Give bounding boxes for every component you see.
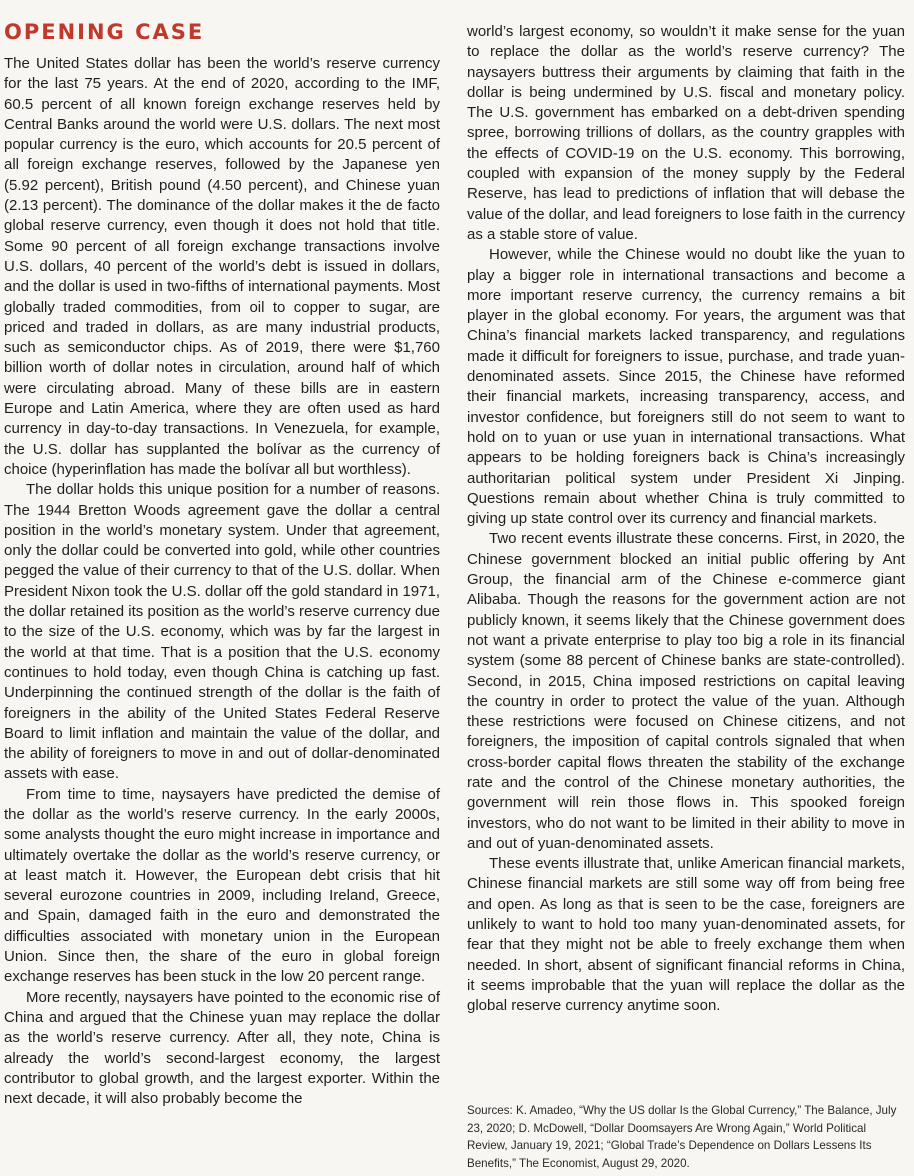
paragraph: These events illustrate that, unlike American financial markets, Chinese financial markets are still some way off from being free and open. As long as that is seen to be the case, foreigners are unlikely to want to hold too many yuan-denominated assets, for fear that they might not be able to freely exchange them when needed. In short, absent of significant financial reforms in China, it seems improbable that the yuan will replace the dollar as the global reserve currency anytime soon. bbox=[467, 855, 905, 1015]
sources-note: Sources: K. Amadeo, “Why the US dollar Is the Global Currency,” The Balance, July 23, 2020; D. McDowell, “Dollar Doomsayers Are Wrong Again,” World Political Review, January 19, 2021; “Global Trade’s Dependence on Dollars Lessens Its Benefits,” The Economist, August 29, 2020. bbox=[467, 1104, 897, 1170]
paragraph: From time to time, naysayers have predicted the demise of the dollar as the world’s reserve currency. In the early 2000s, some analysts thought the euro might increase in importance and ultimately overtake the dollar as the world’s reserve currency, or at least match it. However, the European debt crisis that hit several eurozone countries in 2009, including Ireland, Greece, and Spain, damaged faith in the euro and demonstrated the difficulties associated with monetary union in the European Union. Since then, the share of the euro in global foreign exchange reserves has been stuck in the low 20 percent range. bbox=[4, 785, 440, 986]
right-column-text bbox=[467, 22, 905, 1017]
paragraph: More recently, naysayers have pointed to the economic rise of China and argued that the Chinese yuan may replace the dollar as the world’s reserve currency. After all, they note, China is already the world’s second-largest economy, the largest contributor to global growth, and the largest exporter. Within the next decade, it will also probably become the bbox=[4, 988, 440, 1108]
left-column-text bbox=[4, 54, 440, 1109]
paragraph: The dollar holds this unique position for a number of reasons. The 1944 Bretton Woods agreement gave the dollar a central position in the world’s monetary system. Under that agreement, only the dollar could be converted into gold, while other countries pegged the value of their currency to that of the U.S. dollar. When President Nixon took the U.S. dollar off the gold standard in 1971, the dollar retained its position as the world’s reserve currency due to the size of the U.S. economy, which was by far the largest in the world at that time. That is a position that the U.S. economy continues to hold today, even though China is catching up fast. Underpinning the continued strength of the dollar is the faith of foreigners in the ability of the United States Federal Reserve Board to limit inflation and maintain the value of the dollar, and the ability of foreigners to move in and out of dollar-denominated assets with ease. bbox=[4, 481, 440, 783]
paragraph: world’s largest economy, so wouldn’t it make sense for the yuan to replace the dollar as the world’s reserve currency? The naysayers buttress their arguments by claiming that faith in the dollar is being undermined by U.S. fiscal and monetary policy. The U.S. government has embarked on a debt-driven spending spree, borrowing trillions of dollars, as the country grapples with the effects of COVID-19 on the U.S. economy. This borrowing, coupled with expansion of the money supply by the Federal Reserve, has lead to predictions of inflation that will debase the value of the dollar, and lead foreigners to lose faith in the currency as a stable store of value. bbox=[467, 23, 905, 243]
paragraph: Two recent events illustrate these concerns. First, in 2020, the Chinese government blocked an initial public offering by Ant Group, the financial arm of the Chinese e-commerce giant Alibaba. Though the reasons for the government action are not publicly known, it seems likely that the Chinese government does not want a private enterprise to play too big a role in its financial system (some 88 percent of Chinese banks are state-controlled). Second, in 2015, China imposed restrictions on capital leaving the country in order to protect the value of the yuan. Although these restrictions were focused on Chinese citizens, and not foreigners, the imposition of capital controls signaled that when cross-border capital flows threaten the stability of the exchange rate and the control of the Chinese monetary authorities, the government will rein those flows in. This spooked foreign investors, who do not want to be limited in their ability to move in and out of yuan-denominated assets. bbox=[467, 530, 905, 852]
paragraph: However, while the Chinese would no doubt like the yuan to play a bigger role in international transactions and become a more important reserve currency, the currency remains a bit player in the global economy. For years, the argument was that China’s financial markets lacked transparency, and regulations made it difficult for foreigners to issue, purchase, and trade yuan-denominated assets. Since 2015, the Chinese have reformed their financial markets, increasing transparency, access, and investor confidence, but foreigners still do not seem to want to hold on to yuan or use yuan in international transactions. What appears to be holding foreigners back is China’s increasingly authoritarian political system under President Xi Jinping. Questions remain about whether China is truly committed to giving up state control over its currency and financial markets. bbox=[467, 246, 905, 528]
section-heading: OPENING CASE bbox=[4, 20, 205, 44]
paragraph: The United States dollar has been the world’s reserve currency for the last 75 years. At the end of 2020, according to the IMF, 60.5 percent of all known foreign exchange reserves held by Central Banks around the world were U.S. dollars. The next most popular currency is the euro, which accounts for 20.5 percent of all foreign exchange reserves, followed by the Japanese yen (5.92 percent), British pound (4.50 percent), and Chinese yuan (2.13 percent). The dominance of the dollar makes it the de facto global reserve currency, even though it does not hold that title. Some 90 percent of all foreign exchange transactions involve U.S. dollars, 40 percent of the world’s debt is issued in dollars, and the dollar is used in two-fifths of international payments. Most globally traded commodities, from oil to copper to sugar, are priced and traded in dollars, as are many industrial products, such as semiconductor chips. As of 2019, there were $1,760 billion worth of dollar notes in circulation, around half of which were circulating abroad. Many of these bills are in eastern Europe and Latin America, where they are often used as hard currency in day-to-day transactions. In Venezuela, for example, the U.S. dollar has supplanted the bolívar as the currency of choice (hyperinflation has made the bolívar all but worthless). bbox=[4, 55, 440, 478]
